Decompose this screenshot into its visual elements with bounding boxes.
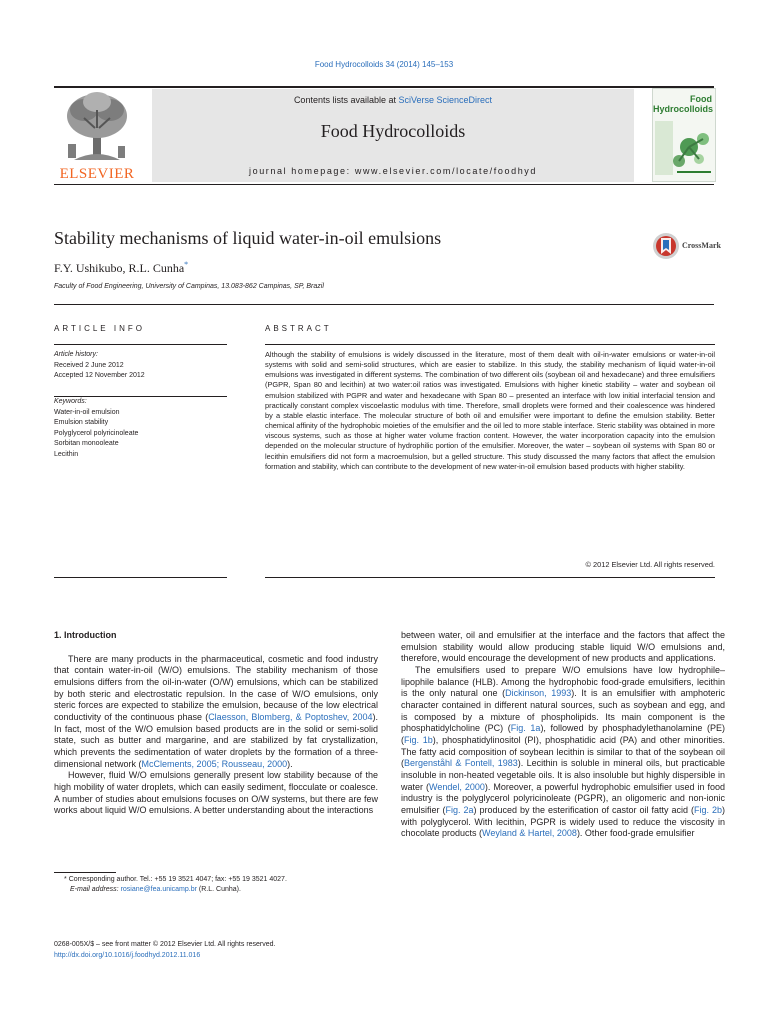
- doi-link[interactable]: http://dx.doi.org/10.1016/j.foodhyd.2012.11.016: [54, 952, 201, 959]
- cover-title-line-1: Food: [690, 94, 712, 104]
- figure-link[interactable]: Fig. 1b: [404, 734, 433, 745]
- crossmark-label[interactable]: CrossMark: [682, 241, 721, 250]
- contents-prefix: Contents lists available at: [293, 95, 399, 105]
- title-rule: [54, 304, 714, 305]
- cover-title: [653, 94, 715, 114]
- sciencedirect-link[interactable]: SciVerse ScienceDirect: [398, 95, 493, 105]
- cover-molecule-art: [653, 117, 715, 181]
- figure-link[interactable]: Fig. 2a: [445, 804, 474, 815]
- article-history: [54, 350, 145, 382]
- email-label: E-mail address:: [70, 886, 121, 893]
- abstract-rule: [265, 344, 715, 345]
- author-email-link[interactable]: rosiane@fea.unicamp.br: [120, 886, 197, 893]
- author-list: [54, 260, 188, 276]
- history-label: Article history:: [54, 351, 98, 358]
- citation-link[interactable]: Bergenståhl & Fontell, 1983: [404, 758, 518, 769]
- issn-line: 0268-005X/$ – see front matter © 2012 Elsevier Ltd. All rights reserved.: [54, 941, 276, 948]
- keyword-item: Lecithin: [54, 450, 79, 458]
- article-info-heading: ARTICLE INFO: [54, 324, 145, 333]
- email-suffix: (R.L. Cunha).: [196, 886, 241, 893]
- keyword-item: Water-in-oil emulsion: [54, 408, 120, 416]
- body-column-left: [54, 630, 378, 817]
- keyword-item: Polyglycerol polyricinoleate: [54, 429, 139, 437]
- citation-link[interactable]: Claesson, Blomberg, & Poptoshev, 2004: [208, 711, 373, 722]
- section-heading-introduction: 1. Introduction: [54, 630, 117, 640]
- journal-cover-thumbnail: [652, 88, 716, 182]
- abstract-text: Although the stability of emulsions is widely discussed in the literature, most of them dealt with oil-in-water emulsions or water-in-oil systems with solid and semi-solid structures, which are easier to stabilize. In this study, the stability mechanism of liquid water-in-oil emulsions was investigated in different systems. The combination of two different oils (soybean oil and hexadecane) and three emulsifiers (PGPR, Span 80 and lecithin) at two water:oil ratios was investigated. Emulsions with higher kinetic stability – water and soybean oil emulsion stabilized with PGPR and water and hexadecane with Span 80 – presented an interface with low initial interfacial tension and practically constant complex viscoelastic modulus with time. Therefore, small droplets were formed and their coalescence was hindered by a stable elastic interface. The molecular structure of both oil and emulsifier were important to define the emulsion stability. Better chemical affinity of the hydrophobic moieties of the emulsifier and the oil led to more stable interface. Steric stability was obtained in more viscous systems, such as those at higher water volume fraction content. However, the water incorporation capacity into the emulsion depended on the molecular structure of hydrophilic portion of the emulsifier. Moreover, the water – soybean oil systems with Span 80 or lecithin emulsifiers did not form a macroemulsion, but a gelled structure. This study discussed the many factors that affect the emulsion formation and stability, which can contribute to the development of new water-in-oil emulsion based products with higher stability.: [265, 350, 715, 471]
- header-bottom-rule: [54, 184, 714, 185]
- article-info-rule: [54, 344, 227, 345]
- cover-title-line-2: Hydrocolloids: [653, 104, 714, 114]
- keyword-item: Emulsion stability: [54, 419, 109, 426]
- figure-link[interactable]: Fig. 2b: [694, 804, 723, 815]
- homepage-url[interactable]: www.elsevier.com/locate/foodhyd: [354, 166, 538, 176]
- body-paragraph: The emulsifiers used to prepare W/O emulsions have low hydrophile–lipophile balance (HLB). Among the hydrophobic food-grade emulsifiers, lecithin is the only natural one (Dickinson, 1993). It is an emulsifier with amphoteric character contained in different natural sources, such as soybean and egg, and is composed by a mixture of phospholipids. Its main component is the phosphatidylcholine (PC) (Fig. 1a), followed by phosphadylethanolamine (PE) (Fig. 1b), phosphatidylinositol (PI), phosphatidic acid (PA) and other minorities. The fatty acid composition of soybean lecithin is similar to that of the soybean oil (Bergenståhl & Fontell, 1983). Lecithin is soluble in mineral oils, but practicable insoluble in non-heated vegetable oils. It is also insoluble but highly dispersible in water (Wendel, 2000). Moreover, a powerful hydrophobic emulsifier used in food industry is the polyglycerol polyricinoleate (PGPR), an oligomeric and non-ionic emulsifier (Fig. 2a) produced by the esterification of castor oil fatty acid (Fig. 2b) with polyglycerol. With lecithin, PGPR is widely used to reduce the viscosity in chocolate products (Weyland & Hartel, 2008). Other food-grade emulsifier: [401, 664, 726, 839]
- homepage-prefix: journal homepage:: [248, 166, 355, 176]
- body-column-right: [401, 630, 725, 840]
- keyword-item: Sorbitan monooleate: [54, 440, 119, 447]
- keywords-label: Keywords:: [54, 398, 87, 405]
- article-title: Stability mechanisms of liquid water-in-oil emulsions: [54, 228, 442, 248]
- citation-link[interactable]: Dickinson, 1993: [505, 688, 572, 699]
- issn-block: [54, 939, 276, 961]
- journal-name: Food Hydrocolloids: [320, 121, 466, 141]
- abstract-copyright: © 2012 Elsevier Ltd. All rights reserved.: [585, 560, 715, 569]
- body-paragraph: There are many products in the pharmaceutical, cosmetic and food industry that contain water-in-oil (W/O) emulsions. The stability mechanism of those emulsions differs from the oil-in-water (O/W) emulsions, which can be stabilized by both steric and electrostatic repulsion. In the case of W/O emulsions, only steric forces are expected to stabilize the emulsion, because of the low electrical conductivity of the continuous phase (Claesson, Blomberg, & Poptoshev, 2004). In fact, most of the W/O emulsion based products are in the solid or semi-solid state, such as butter and margarine, and are stabilized by fat crystallization, which prevents the sedimentation of water droplets by the formation of a three-dimensional network (McClements, 2005; Rousseau, 2000).: [54, 653, 378, 769]
- figure-link[interactable]: Fig. 1a: [510, 723, 541, 734]
- contents-line: [152, 95, 634, 105]
- footnote-mark: *: [64, 876, 67, 883]
- body-paragraph: between water, oil and emulsifier at the interface and the factors that affect the emulsion stability would allow producing stable liquid W/O emulsions and, therefore, would encourage the development of new products and applications.: [401, 630, 725, 664]
- received-date: Received 2 June 2012: [54, 361, 124, 369]
- citation-link[interactable]: Wendel, 2000: [429, 781, 485, 792]
- corresponding-author-footnote: [54, 875, 287, 895]
- article-info-bottom-rule: [54, 577, 227, 578]
- elsevier-wordmark: ELSEVIER: [59, 166, 135, 182]
- abstract-bottom-rule: [265, 577, 715, 578]
- abstract-heading: ABSTRACT: [265, 324, 332, 333]
- journal-homepage: [152, 166, 634, 176]
- footnote-rule: [54, 872, 116, 873]
- accepted-date: Accepted 12 November 2012: [54, 372, 145, 379]
- author-names: F.Y. Ushikubo, R.L. Cunha: [54, 261, 185, 275]
- citation-link[interactable]: Weyland & Hartel, 2008: [482, 828, 577, 839]
- author-affiliation: Faculty of Food Engineering, University of Campinas, 13.083-862 Campinas, SP, Brazil: [54, 283, 324, 290]
- header-top-rule: [54, 86, 714, 88]
- keywords: [54, 397, 138, 460]
- body-paragraph: However, fluid W/O emulsions generally present low stability because of the high mobility of water droplets, which can easily sediment, flocculate or coalesce. A number of studies about emulsions focuses on O/W systems, but there are few works about liquid W/O emulsions. A better understanding about the interactions: [54, 770, 378, 816]
- footnote-contact: Corresponding author. Tel.: +55 19 3521 4047; fax: +55 19 3521 4027.: [68, 876, 287, 883]
- corresponding-author-mark[interactable]: *: [184, 260, 189, 269]
- journal-citation[interactable]: Food Hydrocolloids 34 (2014) 145–153: [314, 60, 454, 69]
- citation-link[interactable]: McClements, 2005; Rousseau, 2000: [141, 758, 288, 769]
